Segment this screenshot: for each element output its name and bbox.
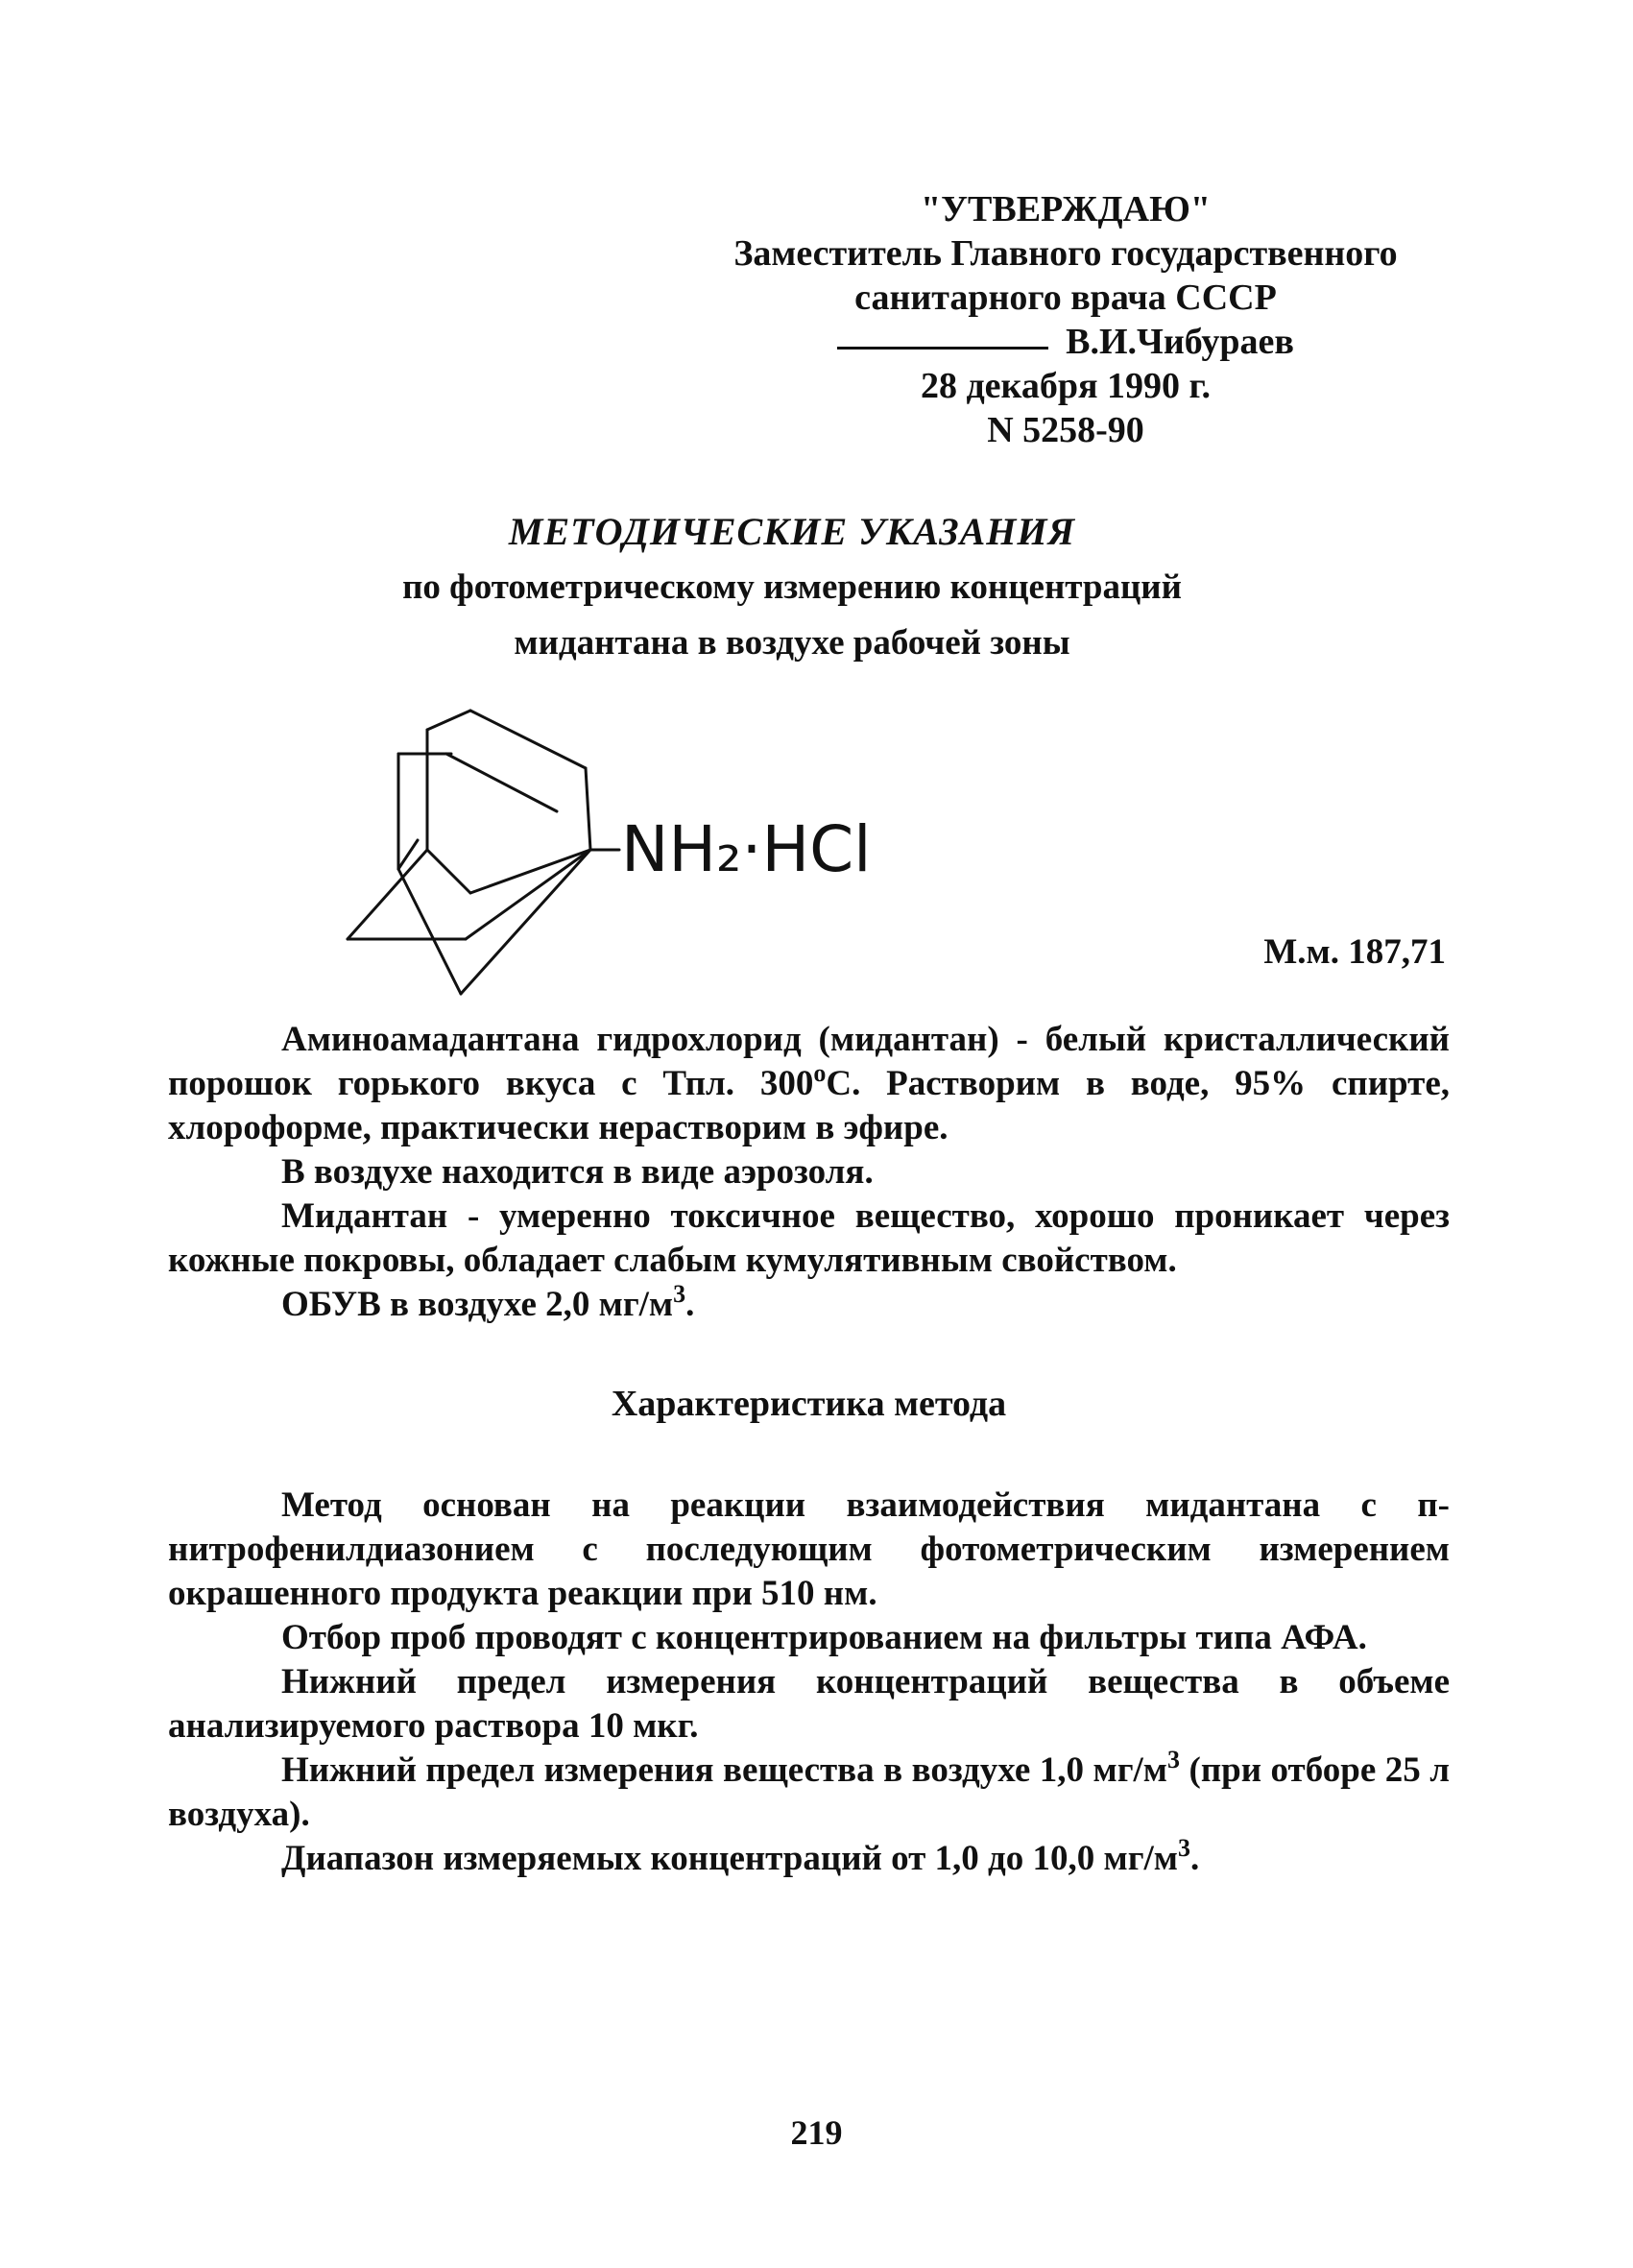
method-paragraph-5: Диапазон измеряемых концентраций от 1,0 до 10,0 $мг/м^3$.: [281, 1834, 1200, 1878]
method-paragraph-4: Нижний предел измерения вещества в воздухе 1,0 $мг/м^3$ (при отборе 25 л воздуха).: [168, 1746, 1451, 1834]
title-subtitle-line1: по фотометрическому измерению концентраций: [402, 567, 1182, 607]
approval-signatory: В.И.Чибураев: [1066, 322, 1294, 362]
description-paragraph-1: Аминоамадантана гидрохлорид (мидантан) - белый кристаллический порошок горького вкуса с Тпл. $300^оС$. Растворим в воде, 95% спирте, хлороформе, практически нерастворим в эфире.: [168, 1020, 1450, 1147]
description-paragraph-4: ОБУВ в воздухе 2,0 $мг/м^3$.: [281, 1280, 695, 1324]
title-main: МЕТОДИЧЕСКИЕ УКАЗАНИЯ: [508, 510, 1076, 553]
signature-blank: [837, 347, 1048, 350]
chemical-structure-diagram: [341, 706, 898, 1003]
title-subtitle-line2: мидантана в воздухе рабочей зоны: [514, 623, 1070, 663]
section-heading-method: Характеристика метода: [611, 1384, 1007, 1424]
formula-label: NH₂·HCl: [621, 812, 872, 886]
approval-block: [672, 187, 1459, 452]
approval-position-line1: Заместитель Главного государственного: [733, 233, 1398, 274]
document-title: [240, 504, 1344, 671]
method-paragraph-3: Нижний предел измерения концентраций вещества в объеме анализируемого раствора 10 мкг.: [168, 1662, 1450, 1746]
approval-date: 28 декабря 1990 г.: [920, 366, 1212, 406]
method-paragraph-1: Метод основан на реакции взаимодействия мидантана с п-нитрофенилдиазонием с последующим фотометрическим измерением окрашенного продукта реакции при 510 нм.: [168, 1485, 1450, 1613]
method-section: [168, 1484, 1450, 1881]
description-paragraph-3: Мидантан - умеренно токсичное вещество, хорошо проникает через кожные покровы, обладает слабым кумулятивным свойством.: [168, 1196, 1450, 1280]
molar-mass: М.м. 187,71: [1263, 932, 1446, 972]
adamantane-cage: [348, 711, 619, 994]
page-number: 219: [790, 2113, 843, 2152]
description-paragraph-2: В воздухе находится в виде аэрозоля.: [281, 1152, 874, 1192]
description-section: [168, 1018, 1450, 1327]
approval-stamp: "УТВЕРЖДАЮ": [921, 189, 1211, 229]
approval-position-line2: санитарного врача СССР: [854, 277, 1277, 318]
method-paragraph-2: Отбор проб проводят с концентрированием на фильтры типа АФА.: [281, 1618, 1367, 1657]
approval-signature-line: [672, 320, 1459, 364]
approval-number: N 5258-90: [987, 410, 1144, 450]
